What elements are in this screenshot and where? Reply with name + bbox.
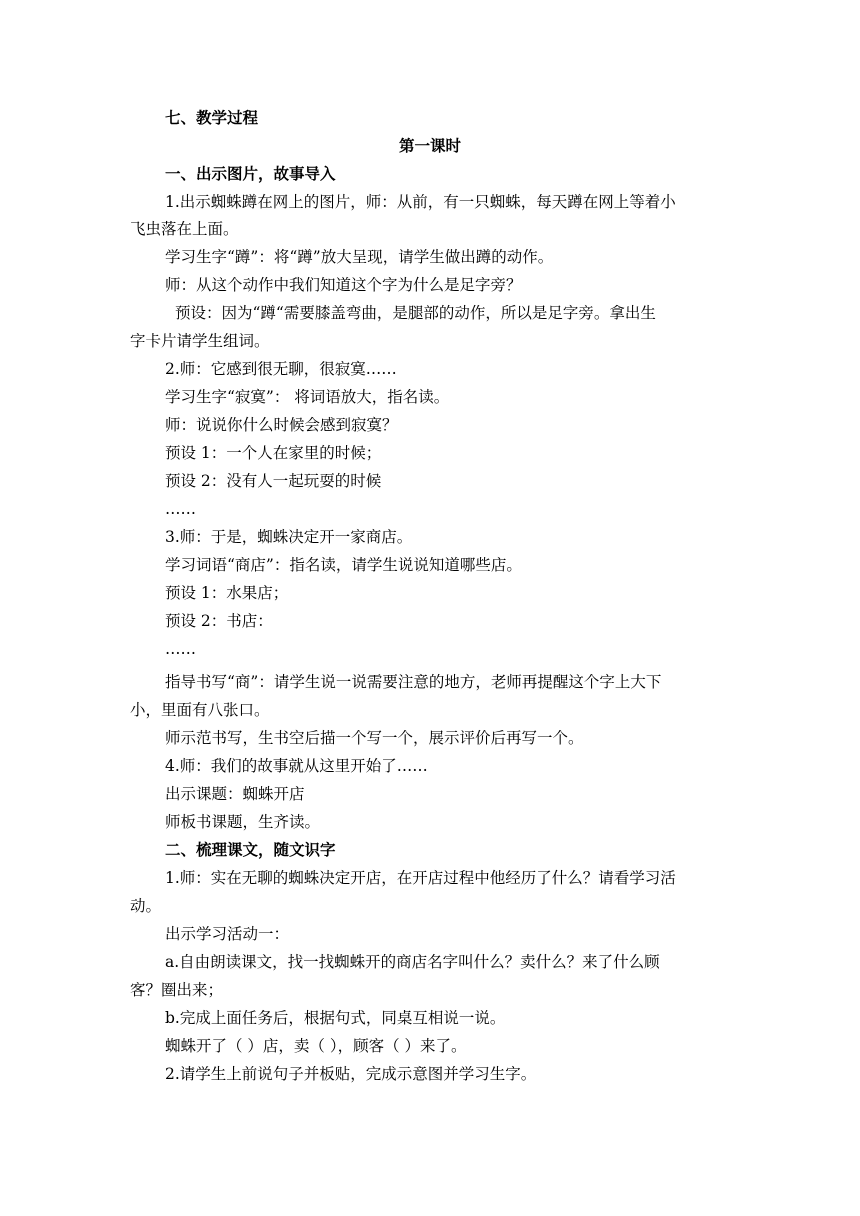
paragraph-line: 4.师：我们的故事就从这里开始了…… <box>165 757 428 775</box>
paragraph-line: 1.师：实在无聊的蜘蛛决定开店，在开店过程中他经历了什么？请看学习活 <box>165 869 676 887</box>
paragraph-line: 学习生字“蹲”：将“蹲”放大呈现，请学生做出蹲的动作。 <box>165 248 554 266</box>
paragraph-line: 2.师：它感到很无聊，很寂寞…… <box>165 360 397 378</box>
paragraph-line: 师板书课题，生齐读。 <box>165 813 321 831</box>
paragraph-line: 1.出示蜘蛛蹲在网上的图片，师：从前，有一只蜘蛛，每天蹲在网上等着小 <box>165 193 676 211</box>
paragraph-line: 学习生字“寂寞”： 将词语放大，指名读。 <box>165 388 450 406</box>
paragraph-line: 动。 <box>130 897 162 915</box>
paragraph-line: 师：从这个动作中我们知道这个字为什么是足字旁？ <box>165 276 522 294</box>
paragraph-line: 出示学习活动一： <box>165 925 290 943</box>
paragraph-line: 师：说说你什么时候会感到寂寞？ <box>165 416 398 434</box>
paragraph-line: 预设 1：水果店； <box>165 584 289 602</box>
paragraph-line: …… <box>165 640 196 658</box>
part2-heading: 二、梳理课文，随文识字 <box>165 841 336 859</box>
section-heading: 七、教学过程 <box>165 109 259 127</box>
paragraph-line: 预设 2：书店： <box>165 612 273 630</box>
paragraph-line: 出示课题：蜘蛛开店 <box>165 785 305 803</box>
paragraph-line: 字卡片请学生组词。 <box>130 332 270 350</box>
part1-heading: 一、出示图片，故事导入 <box>165 165 336 183</box>
paragraph-line: 预设 2：没有人一起玩耍的时候 <box>165 472 382 490</box>
paragraph-line: 3.师：于是，蜘蛛决定开一家商店。 <box>165 528 413 546</box>
paragraph-line: 飞虫落在上面。 <box>130 220 239 238</box>
paragraph-line: b.完成上面任务后，根据句式，同桌互相说一说。 <box>165 1009 506 1027</box>
paragraph-line: 预设：因为“蹲“需要膝盖弯曲，是腿部的动作，所以是足字旁。拿出生 <box>175 304 656 322</box>
paragraph-line: …… <box>165 500 196 518</box>
paragraph-line: 客？圈出来； <box>130 981 224 999</box>
lesson-title: 第一课时 <box>398 137 461 155</box>
paragraph-line: 蜘蛛开了（ ）店，卖（ ），顾客（ ）来了。 <box>165 1037 467 1055</box>
paragraph-line: 指导书写“商”：请学生说一说需要注意的地方，老师再提醒这个字上大下 <box>165 673 662 691</box>
paragraph-line: 预设 1：一个人在家里的时候； <box>165 444 382 462</box>
paragraph-line: a.自由朗读课文，找一找蜘蛛开的商店名字叫什么？卖什么？来了什么顾 <box>165 953 660 971</box>
paragraph-line: 小，里面有八张口。 <box>130 701 270 719</box>
paragraph-line: 学习词语“商店”：指名读，请学生说说知道哪些店。 <box>165 556 522 574</box>
paragraph-line: 2.请学生上前说句子并板贴，完成示意图并学习生字。 <box>165 1065 537 1083</box>
paragraph-line: 师示范书写，生书空后描一个写一个，展示评价后再写一个。 <box>165 729 584 747</box>
